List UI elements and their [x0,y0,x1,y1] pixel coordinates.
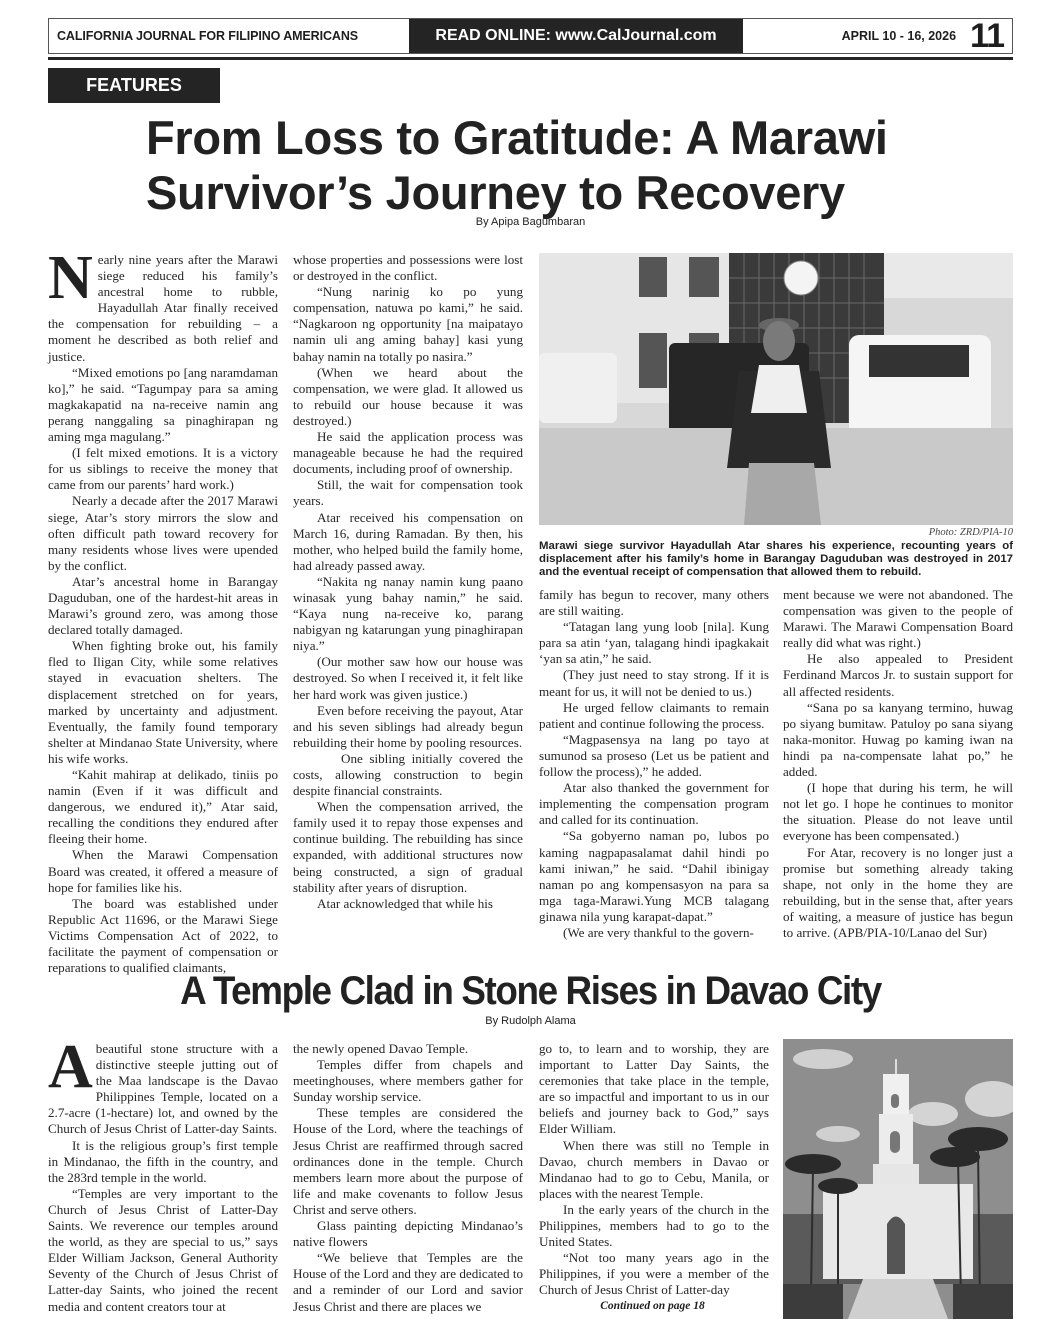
paragraph: “Sana po sa kanyang termino, huwag po siyang bumitaw. Patuloy po sana siyang naka-monitor. Huwag po kaming iwan na hindi pa na-compensate lahat po,” he added. [783,699,1013,780]
paragraph: These temples are considered the House of the Lord, where the teachings of Jesus Christ are reaffirmed through sacred ordinances done in the temple. Church members learn more about the purpose of life and make covenants to follow Jesus Christ and serve others. [293,1105,523,1217]
paragraph: “Sa gobyerno naman po, lubos po kaming nagpapasalamat dahil hindi po kami iniwan,” he said. “Dahil ibinigay naman po ang kompensasyon na para sa mga taga-Marawi.Yung MCB talagang ginawa nila yung karapat-dapat.” [539,828,769,924]
paragraph: Nearly a decade after the 2017 Marawi siege, Atar’s story mirrors the slow and often difficult path toward recovery for many residents whose lives were upended by the conflict. [48,493,278,573]
paragraph: Atar also thanked the government for implementing the compensation program and called for its continuation. [539,780,769,828]
article2-lead-paragraph [48,1033,278,1138]
article1-column-4 [783,587,1013,941]
paragraph: For Atar, recovery is no longer just a promise but something already taking shape, not only in the home they are rebuilding, but in the sense that, after years of waiting, a measure of justice has begun to arrive. (APB/PIA-10/Lanao del Sur) [783,844,1013,940]
paragraph: Temples differ from chapels and meetinghouses, where members gather for Sunday worship service. [293,1057,523,1105]
paragraph: “Tatagan lang yung loob [nila]. Kung para sa atin ‘yan, talagang hindi ipagkakait ‘yan sa atin,” he said. [539,619,769,667]
article2-column-1 [48,1033,278,1315]
masthead-rule [48,57,1013,60]
article1-headline: From Loss to Gratitude: A Marawi Survivor’s Journey to Recovery [146,111,888,219]
paragraph: When fighting broke out, his family fled to Iligan City, while some relatives stayed in evacuation shelters. The displacement stretched on for years, marked by uncertainty and adjustment. Eventually, the family found temporary shelter at Mindanao State University, where his wife works. [48,638,278,766]
paragraph: He said the application process was manageable because he had the required documents, including proof of ownership. [293,429,523,477]
paragraph: One sibling initially covered the costs, allowing construction to begin despite financial constraints. [293,750,523,799]
paragraph: Even before receiving the payout, Atar and his seven siblings had already begun rebuilding their home by pooling resources. [293,702,523,750]
article1-column-2 [293,252,523,912]
paragraph: (I hope that during his term, he will not let go. I hope he continues to monitor the situation. Please do not leave until everyone has been compensated.) [783,780,1013,844]
paragraph: Glass painting depicting Mindanao’s native flowers [293,1218,523,1250]
paragraph: It is the religious group’s first temple in Mindanao, the fifth in the country, and the 283rd temple in the world. [48,1137,278,1185]
paragraph: He urged fellow claimants to remain patient and continue following the process. [539,699,769,731]
paragraph: (I felt mixed emotions. It is a victory for us siblings to receive the money that came from our parents’ hard work.) [48,445,278,493]
paragraph: The board was established under Republic Act 11696, or the Marawi Siege Victims Compensation Act of 2022, to facilitate the payment of compensation or reparations to qualified claimants, [48,895,278,976]
continued-on-page-link[interactable]: Continued on page 18 [600,1300,705,1312]
issue-info [743,19,1012,53]
article2-byline: By Rudolph Alama [485,1015,576,1027]
paragraph-text: early nine years after the Marawi siege reduced his family’s ancestral home to rubble, Hayadullah Atar finally received the compensation for rebuilding – a moment he described as both relief and justice. [48,252,278,364]
paragraph: (Our mother saw how our house was destroyed. So when I received it, it felt like her hard work was given justice.) [293,654,523,702]
paragraph: When the Marawi Compensation Board was created, it offered a measure of hope for families like his. [48,847,278,895]
photo-image [783,1039,1013,1319]
publication-name: CALIFORNIA JOURNAL FOR FILIPINO AMERICANS [57,29,358,43]
paragraph: “Magpasensya na lang po tayo at sumunod sa proseso (Let us be patient and follow the process),” he added. [539,731,769,780]
paragraph: “We believe that Temples are the House of the Lord and they are dedicated to and a reminder of our Lord and savior Jesus Christ and there are places we [293,1250,523,1314]
dropcap: A [48,1033,93,1101]
paragraph-text: beautiful stone structure with a distinctive steeple jutting out of the Maa landscape is the Davao Philippines Temple, located on a 2.7-acre (1-hectare) lot, and owned by the Church of Jesus Christ of Latter-day Saints. [48,1041,278,1137]
article1-lead-paragraph [48,244,278,365]
paragraph: Atar acknowledged that while his [317,895,493,911]
paragraph: “Kahit mahirap at delikado, tiniis po namin (Even if it was difficult and dangerous, we endured it),” Atar said, recalling the conditions they endured after fleeing their home. [48,767,278,847]
paragraph: the newly opened Davao Temple. [293,1041,469,1056]
paragraph: Atar received his compensation on March 16, during Ramadan. By then, his mother, who helped build the family home, had already passed away. [293,509,523,573]
paragraph: whose properties and possessions were lost or destroyed in the conflict. [293,252,523,284]
photo-caption: Marawi siege survivor Hayadullah Atar shares his experience, recounting years of displacement after his family’s home in Barangay Daguduban was destroyed in 2017 and the eventual receipt of compensation that allowed them to rebuild. [539,540,1013,579]
paragraph: ment because we were not abandoned. The compensation was given to the people of Marawi. The Marawi Compensation Board really did what was right.) [783,587,1013,651]
paragraph: (They just need to stay strong. If it is meant for us, it will not be denied to us.) [539,667,769,699]
paragraph: In the early years of the church in the Philippines, members had to go to the United States. [539,1201,769,1250]
issue-date: APRIL 10 - 16, 2026 [841,29,957,43]
paragraph: “Temples are very important to the Church of Jesus Christ of Latter-Day Saints. We reverence our temples around the world, as they are special to us,” says Elder William Jackson, General Authority Seventy of the Church of Jesus Christ of Latter-day Saints, who joined the recent media and content creators tour at [48,1185,278,1314]
article1-byline: By Apipa Bagumbaran [475,216,586,228]
paragraph: (We are very thankful to the govern- [563,924,754,940]
paragraph: He also appealed to President Ferdinand Marcos Jr. to sustain support for all affected residents. [783,651,1013,699]
paragraph: “Nakita ng nanay namin kung paano winasak yung bahay namin,” he said. “Kaya nung na-receive ko, parang nabigyan ng katarungan yung pinaghirapan niya.” [293,573,523,654]
paragraph: “Nung narinig ko po yung compensation, natuwa po kami,” he said. “Nagkaroon ng opportunity [na maipatayo namin uli ang aming bahay] kasi yung bahay namin na totally po nasira.” [293,284,523,364]
article2-column-2 [293,1041,523,1315]
dropcap: N [48,244,93,312]
masthead [48,18,1013,54]
article2-headline: A Temple Clad in Stone Rises in Davao City [180,969,881,1013]
article1-column-1 [48,244,278,976]
photo-credit: Photo: ZRD/PIA-10 [928,527,1013,538]
paragraph: “Not too many years ago in the Philippines, if you were a member of the Church of Jesus Christ of Latter-day [539,1250,769,1298]
paragraph: (When we heard about the compensation, we were glad. It allowed us to rebuild our house because it was destroyed.) [293,364,523,428]
paragraph: family has begun to recover, many others are still waiting. [539,587,769,619]
paragraph: Atar’s ancestral home in Barangay Daguduban, one of the hardest-hit areas in Marawi’s ground zero, was among those declared totally damaged. [48,573,278,638]
paragraph: “Mixed emotions po [ang naramdaman ko],” he said. “Tagumpay para sa aming magkakapatid na na-receive namin ang perang nanggaling sa pinaghirapan ng aming mga magulang.” [48,364,278,445]
article2-column-3 [539,1041,769,1299]
section-label: FEATURES [48,68,220,103]
article1-column-3 [539,587,769,941]
temple-photo [783,1039,1013,1319]
paragraph: When there was still no Temple in Davao, church members in Davao or Mindanao had to go to Cebu, Manila, or places with the nearest Temple. [539,1137,769,1201]
read-online-link[interactable]: READ ONLINE: www.CalJournal.com [409,19,743,53]
photo-image [539,253,1013,525]
paragraph: When the compensation arrived, the family used it to repay those expenses and continue building. The rebuilding has since expanded, with additional structures now being constructed, a sign of gradual stability after years of disruption. [293,799,523,895]
paragraph: Still, the wait for compensation took years. [293,477,523,509]
survivor-photo [539,253,1013,525]
page-number: 11 [970,17,1004,55]
paragraph: go to, to learn and to worship, they are important to Latter Day Saints, the ceremonies that take place in the temple, are so impactful and important to us in our beliefs and journey back to God,” says Elder William. [539,1041,769,1137]
